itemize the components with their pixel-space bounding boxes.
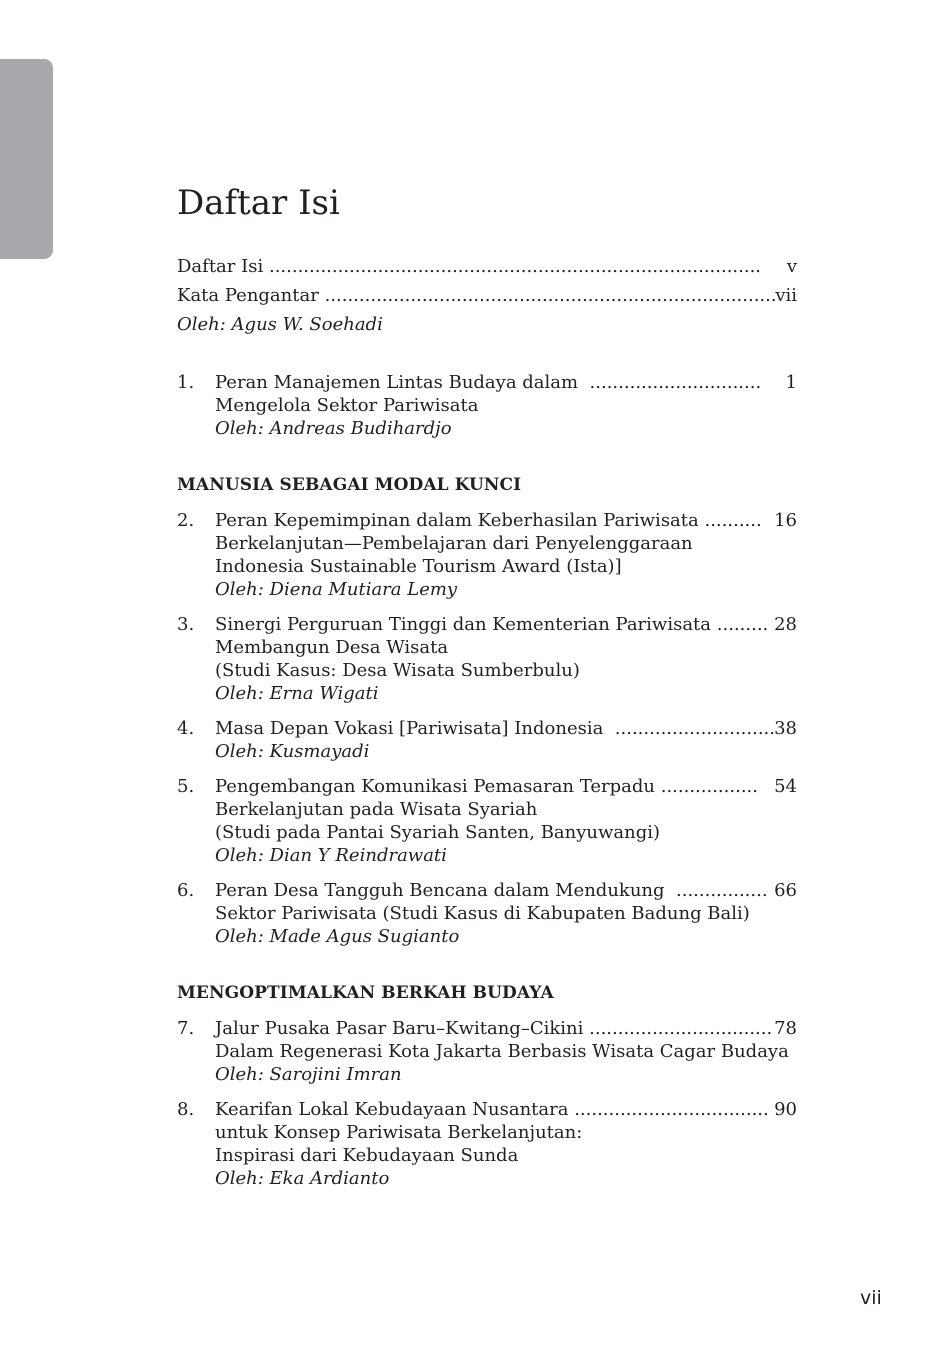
leader-dots: ......... [716,614,769,635]
toc-entry-chapter-8[interactable] [177,1098,797,1190]
entry-title-line: Dalam Regenerasi Kota Jakarta Berbasis Wisata Cagar Budaya [215,1041,789,1062]
entry-title-line: Indonesia Sustainable Tourism Award (Ista)] [215,556,622,577]
chapter-number: 7. [177,1018,195,1039]
entry-title-line: untuk Konsep Pariwisata Berkelanjutan: [215,1122,583,1143]
entry-title-line: (Studi pada Pantai Syariah Santen, Banyuwangi) [215,822,661,843]
page-number: 66 [774,880,797,901]
leader-dots: ...................................................................................... [268,256,762,277]
toc-entry-chapter-5[interactable] [177,775,797,867]
entry-title-line: Berkelanjutan—Pembelajaran dari Penyelenggaraan [215,533,693,554]
chapter-number: 8. [177,1099,195,1120]
leader-dots: ................. [660,776,758,797]
toc-entry-kata-pengantar[interactable] [177,284,797,336]
page-number: vii [775,285,797,306]
entry-title-line: Berkelanjutan pada Wisata Syariah [215,799,538,820]
table-of-contents [177,255,797,1190]
chapter-number: 1. [177,372,195,393]
page-number: 1 [785,372,797,393]
side-tab [0,59,53,259]
section-heading: MENGOPTIMALKAN BERKAH BUDAYA [177,983,554,1003]
entry-label: Kata Pengantar [177,285,319,306]
toc-entry-chapter-3[interactable] [177,613,797,705]
section-heading: MANUSIA SEBAGAI MODAL KUNCI [177,475,522,495]
folio-page-number: vii [860,1287,882,1309]
entry-title-line: Peran Manajemen Lintas Budaya dalam [215,372,579,393]
entry-title-line: Peran Kepemimpinan dalam Keberhasilan Pariwisata [215,510,699,531]
entry-title-line: Membangun Desa Wisata [215,637,449,658]
entry-author: Oleh: Sarojini Imran [215,1064,402,1085]
leader-dots: .................................. [574,1099,769,1120]
chapter-number: 2. [177,510,195,531]
chapter-number: 5. [177,776,195,797]
leader-dots: ............................................................................... [324,285,777,306]
entry-author: Oleh: Kusmayadi [215,741,370,762]
entry-title-line: Peran Desa Tangguh Bencana dalam Mendukung [215,880,665,901]
entry-label: Daftar Isi [177,256,264,277]
entry-author: Oleh: Erna Wigati [215,683,379,704]
chapter-number: 4. [177,718,195,739]
leader-dots: .............................. [589,372,762,393]
leader-dots: ............................ [614,718,776,739]
page-number: 90 [774,1099,797,1120]
leader-dots: ................................ [589,1018,773,1039]
page-title: Daftar Isi [177,183,340,223]
entry-author: Oleh: Agus W. Soehadi [177,314,383,335]
page-number: 54 [774,776,797,797]
entry-title-line: Pengembangan Komunikasi Pemasaran Terpadu [215,776,655,797]
entry-title-line: Sektor Pariwisata (Studi Kasus di Kabupaten Badung Bali) [215,903,750,924]
entry-title-line: Kearifan Lokal Kebudayaan Nusantara [215,1099,569,1120]
leader-dots: ................ [676,880,768,901]
chapter-number: 3. [177,614,195,635]
entry-title-line: Masa Depan Vokasi [Pariwisata] Indonesia [215,718,604,739]
page-number: 78 [774,1018,797,1039]
chapter-number: 6. [177,880,195,901]
entry-title-line: Sinergi Perguruan Tinggi dan Kementerian Pariwisata [215,614,712,635]
entry-author: Oleh: Dian Y Reindrawati [215,845,447,866]
leader-dots: .......... [704,510,762,531]
entry-author: Oleh: Made Agus Sugianto [215,926,460,947]
entry-title-line: Mengelola Sektor Pariwisata [215,395,479,416]
entry-author: Oleh: Andreas Budihardjo [215,418,452,439]
entry-title-line: Inspirasi dari Kebudayaan Sunda [215,1145,519,1166]
toc-entry-chapter-7[interactable] [177,1017,797,1086]
entry-title-line: (Studi Kasus: Desa Wisata Sumberbulu) [215,660,580,681]
toc-entry-chapter-1[interactable] [177,371,797,440]
toc-entry-chapter-6[interactable] [177,879,797,948]
entry-author: Oleh: Eka Ardianto [215,1168,390,1189]
page-number: 28 [774,614,797,635]
toc-entry-daftar-isi[interactable] [177,255,797,278]
entry-title-line: Jalur Pusaka Pasar Baru–Kwitang–Cikini [215,1018,584,1039]
page-number: v [786,256,797,277]
toc-entry-chapter-4[interactable] [177,717,797,763]
toc-entry-chapter-2[interactable] [177,509,797,601]
page-number: 16 [774,510,797,531]
entry-author: Oleh: Diena Mutiara Lemy [215,579,458,600]
page-number: 38 [774,718,797,739]
